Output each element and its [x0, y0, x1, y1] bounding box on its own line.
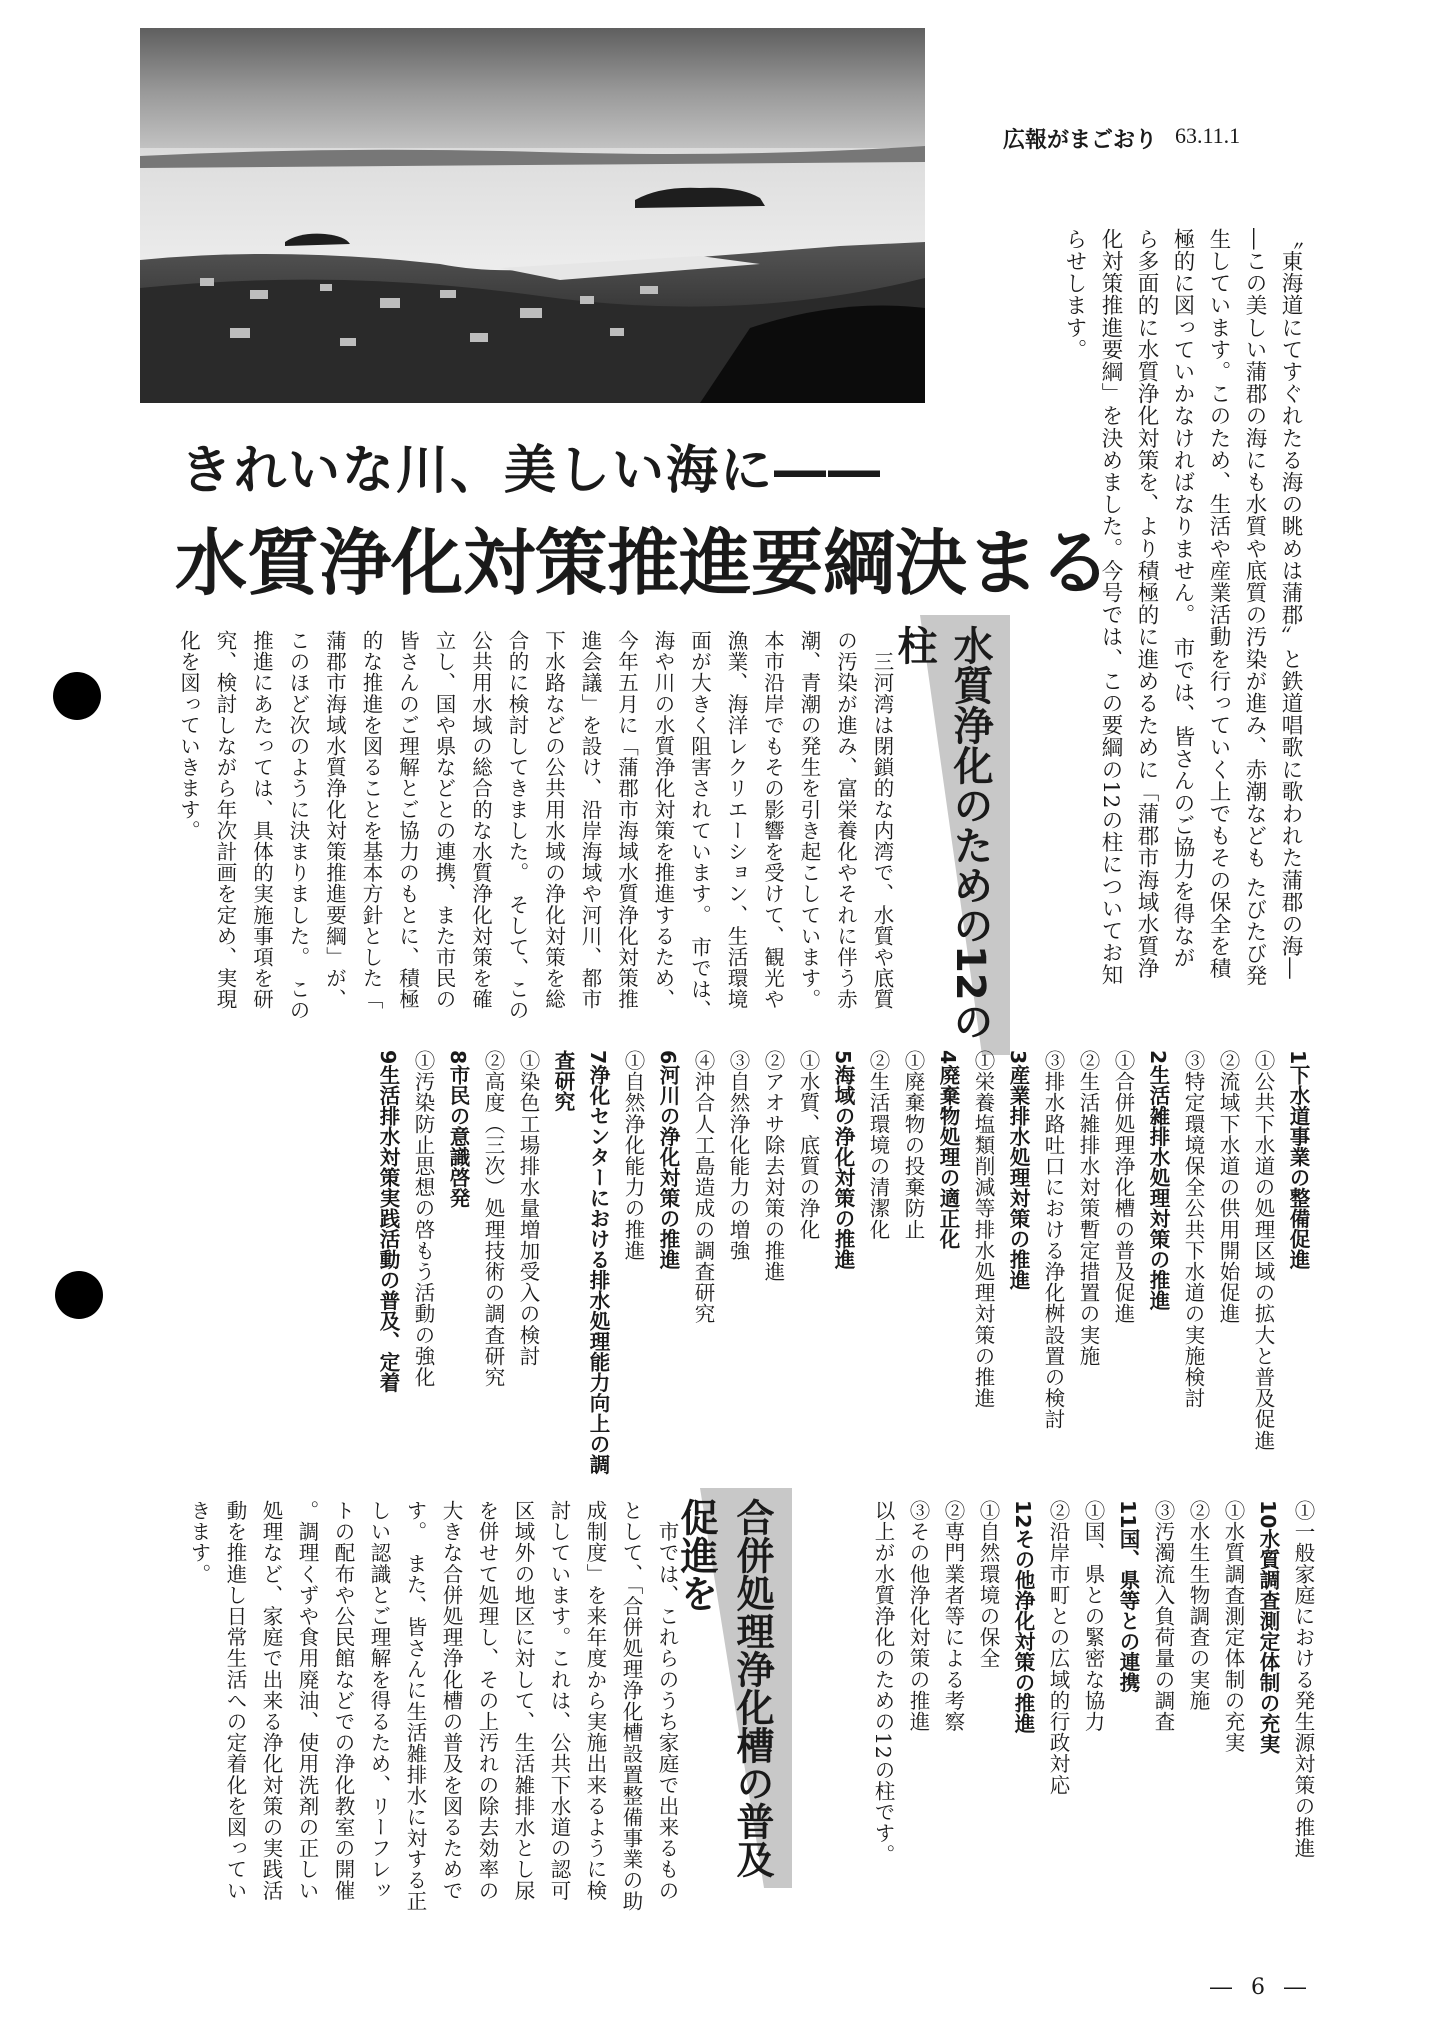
section1-heading: 水質浄化のための12の柱	[891, 625, 993, 1041]
pillar-12-item: ②専門業者等による考察	[941, 1500, 965, 1733]
pillar-7-title: 7浄化センターにおける排水処理能力向上の調査研究	[551, 1050, 610, 1475]
pillars-list	[135, 1050, 1315, 1490]
pillar-6-title: 6河川の浄化対策の推進	[656, 1050, 680, 1270]
pillar-10-item: ①水質調査測定体制の充実	[1221, 1500, 1245, 1754]
pillar-11-item: ①国、県との緊密な協力	[1081, 1500, 1105, 1733]
page-number: ― 6 ―	[1210, 1975, 1312, 2000]
punch-hole-bottom	[55, 1271, 103, 1319]
pillar-12	[900, 1500, 1040, 1920]
pillar-5	[685, 1050, 860, 1490]
pillar-5-item: ③自然浄化能力の増強	[726, 1050, 750, 1261]
pillar-8	[405, 1050, 475, 1490]
pillar-4	[860, 1050, 965, 1490]
pillar-5-item: ①水質、底質の浄化	[796, 1050, 820, 1240]
pillar-9-cont	[1285, 1500, 1320, 1920]
pillar-7	[475, 1050, 615, 1490]
pillar-10-item: ③汚濁流入負荷量の調査	[1151, 1500, 1175, 1733]
pillar-5-item: ④沖合人工島造成の調査研究	[691, 1050, 715, 1325]
pillar-5-item: ②アオサ除去対策の推進	[761, 1050, 785, 1283]
punch-hole-top	[53, 672, 101, 720]
issue-date: 63.11.1	[1175, 123, 1241, 148]
pillars-summary: 以上が水質浄化のための12の柱です。	[871, 1500, 895, 1865]
pillar-11-item: ②沿岸市町との広域的行政対応	[1046, 1500, 1070, 1796]
pillar-7-item: ②高度（三次）処理技術の調査研究	[481, 1050, 505, 1388]
pillar-11	[1040, 1500, 1145, 1920]
section1-body: 三河湾は閉鎖的な内湾で、水質や底質の汚染が進み、富栄養化やそれに伴う赤潮、青潮の発生を引き起こしています。本市沿岸でもその影響を受けて、観光や漁業、海洋レクリエーション、生活環境面が大きく阻害されています。 市では、海や川の水質浄化対策を推進するため、今年五月に「蒲郡市海域水質浄化対策推進会議」を設け、沿岸海域や河川、都市下水路などの公共用水域の浄化対策を総合的に検討してきました。 そして、この公共用水域の総合的な水質浄化対策を確立し、国や県などとの連携、また市民の皆さんのご理解とご協力のもとに、積極的な推進を図ることを基本方針とした「蒲郡市海域水質浄化対策推進要綱」が、このほど次のように決まりました。 この推進にあたっては、具体的実施事項を研究、検討しながら年次計画を定め、実現化を図っていきます。	[176, 630, 894, 1021]
pillar-3-title: 3産業排水処理対策の推進	[1006, 1050, 1030, 1290]
pillar-1-item: ①公共下水道の処理区域の拡大と普及促進	[1251, 1050, 1275, 1451]
pillar-2-title: 2生活雑排水処理対策の推進	[1146, 1050, 1170, 1311]
harbor-photo	[140, 28, 925, 403]
pillar-12-item: ①自然環境の保全	[976, 1500, 1000, 1669]
pillar-5-title: 5海域の浄化対策の推進	[831, 1050, 855, 1270]
harbor-photo-image	[140, 28, 925, 403]
headline-sub: きれいな川、美しい海に――	[180, 441, 883, 501]
publication-name: 広報がまごおり	[1003, 128, 1158, 153]
pillar-8-title: 8市民の意識啓発	[446, 1050, 470, 1208]
pillars-list-continued	[800, 1500, 1320, 1920]
pillar-2-item: ②生活雑排水対策暫定措置の実施	[1076, 1050, 1100, 1367]
pillar-2-item: ①合併処理浄化槽の普及促進	[1111, 1050, 1135, 1325]
pillar-2	[1035, 1050, 1175, 1490]
pillar-11-title: 11国、県等との連携	[1116, 1500, 1140, 1693]
pillar-3	[965, 1050, 1035, 1490]
pillar-1	[1175, 1050, 1315, 1490]
pillar-3-item: ①栄養塩類削減等排水処理対策の推進	[971, 1050, 995, 1409]
pillar-12-title: 12その他浄化対策の推進	[1011, 1500, 1035, 1734]
pillar-4-item: ①廃棄物の投棄防止	[901, 1050, 925, 1240]
pillar-9-title: 9生活排水対策実践活動の普及、定着	[376, 1050, 400, 1393]
pillar-1-title: 1下水道事業の整備促進	[1286, 1050, 1310, 1270]
headline-main: 水質浄化対策推進要綱決まる	[175, 521, 1112, 605]
pillar-2-item: ③排水路吐口における浄化桝設置の検討	[1041, 1050, 1065, 1430]
pillar-7-item: ①染色工場排水量増加受入の検討	[516, 1050, 540, 1367]
section2-heading: 合併処理浄化槽の普及促進を	[674, 1498, 774, 1878]
pillar-10-item: ②水生生物調査の実施	[1186, 1500, 1210, 1711]
pillar-10	[1145, 1500, 1285, 1920]
pillar-1-item: ③特定環境保全公共下水道の実施検討	[1181, 1050, 1205, 1409]
pillar-8-item: ①汚染防止思想の啓もう活動の強化	[411, 1050, 435, 1388]
pillar-1-item: ②流域下水道の供用開始促進	[1216, 1050, 1240, 1325]
pillar-12-item: ③その他浄化対策の推進	[906, 1500, 930, 1733]
pillar-10-title: 10水質調査測定体制の充実	[1256, 1500, 1280, 1755]
pillar-9	[370, 1050, 405, 1490]
pillar-6	[615, 1050, 685, 1490]
pillar-4-title: 4廃棄物処理の適正化	[936, 1050, 960, 1249]
pillar-9-item: ①一般家庭における発生源対策の推進	[1291, 1500, 1315, 1859]
pillar-6-item: ①自然浄化能力の推進	[621, 1050, 645, 1261]
intro-text: 〝東海道にてすぐれたる海の眺めは蒲郡〟と鉄道唱歌に歌われた蒲郡の海――この美しい蒲郡の海にも水質や底質の汚染が進み、赤潮なども たびたび発生しています。このため、生活や産業活動を行っていく上でもその保全を積極的に図っていかなければなりません。 市では、皆さんのご協力を得ながら多面的に水質浄化対策を、より積極的に進めるために「蒲郡市海域水質浄化対策推進要綱」を決めました。今号では、この要綱の12の柱についてお知らせします。	[1062, 228, 1303, 987]
pillar-4-item: ②生活環境の清潔化	[866, 1050, 890, 1240]
section2-body: 市では、これらのうち家庭で出来るものとして、「合併処理浄化槽設置整備事業の助成制度」を来年度から実施出来るように検討しています。これは、公共下水道の認可区域外の地区に対して、生活雑排水とし尿を併せて処理し、その上汚れの除去効率の大きな合併処理浄化槽の普及を図るためです。 また、皆さんに生活雑排水に対する正しい認識とご理解を得るため、リーフレットの配布や公民館などでの浄化教室の開催。調理くずや食用廃油、使用洗剤の正しい処理など、家庭で出来る浄化対策の実践活動を推進し日常生活への定着化を図っていきます。	[187, 1500, 679, 1912]
